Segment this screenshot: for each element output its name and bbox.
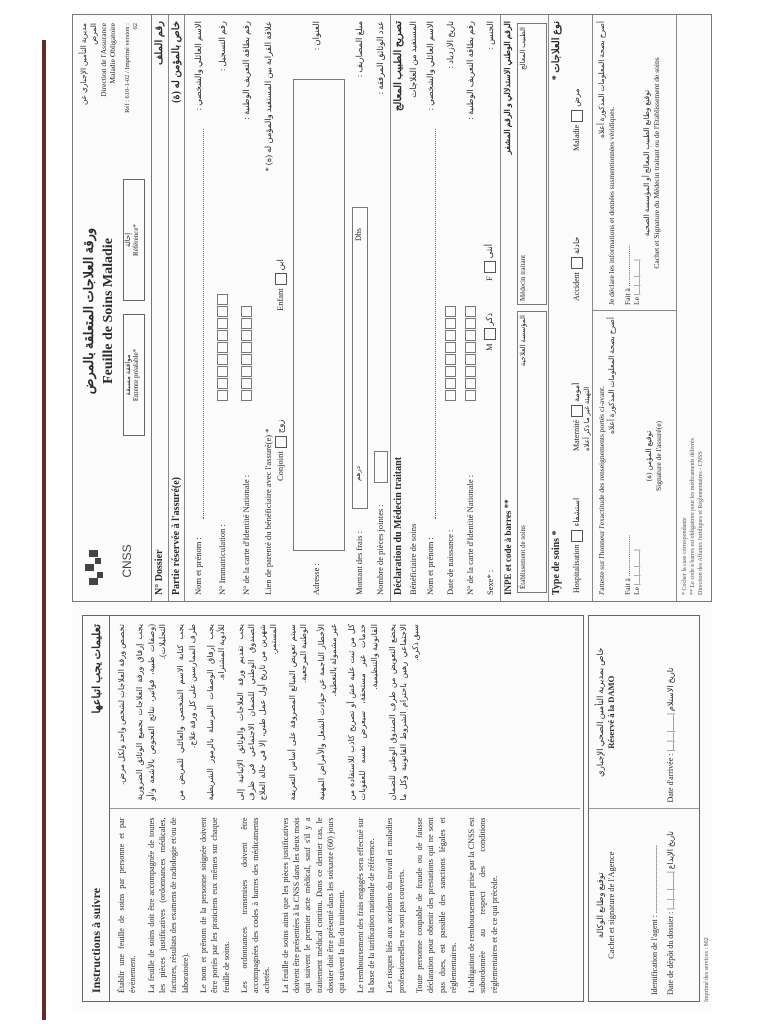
- etab-label-ar: المؤسسة العلاجية: [519, 315, 527, 367]
- inpe-label: INPE et code à barres **: [503, 499, 513, 595]
- instruction-fr: Établir une feuille de soins par personne et par événement.: [117, 817, 138, 993]
- sexe-f-label-ar: أنثى: [484, 243, 494, 259]
- enfant-label: Enfant: [275, 288, 285, 311]
- inpe-label-ar: الرقم الوطني الاستدلالي و الرقم المشفر: [503, 21, 512, 155]
- montant-label-ar: مبلغ المصاريف :: [354, 21, 364, 78]
- form-title-ar: ورقة العلاجات المتعلقة بالمرض: [81, 227, 96, 395]
- form-code: Réf : 610-1-02 / Imprimé version : 02: [124, 23, 140, 113]
- instruction-fr: Les ordonnances transmises doivent être accompagnées des codes à barres des médicaments achetés.: [239, 817, 272, 993]
- attest-ar: أصرح بصحة المعلومات المذكورة أعلاه: [606, 317, 616, 435]
- deposit-date-ar: تاريخ الإيداع: [666, 831, 676, 870]
- agency-stamp-ar: توقيع وطابع الوكالة: [595, 872, 605, 939]
- hospitalisation-checkbox[interactable]: [571, 530, 583, 542]
- beneficiaire-label: Bénéficiaire de soins: [408, 523, 418, 595]
- sexe-m-label-ar: ذكر: [484, 312, 494, 326]
- type-mat-ar: أمومة: [571, 382, 581, 402]
- beneficiaire-row: [407, 15, 421, 601]
- conjoint-checkbox[interactable]: [275, 436, 287, 448]
- instruction-ar: سيتم تعويض المبالغ المصروفة على أساس التعريفة الوطنية المرجعية.: [287, 624, 309, 801]
- type-hosp-fr: Hospitalisation: [571, 544, 581, 593]
- naissance-boxes[interactable]: [445, 305, 456, 401]
- cin-label-ar: رقم بطاقة التعريف الوطنية :: [241, 21, 251, 120]
- type-maladie[interactable]: [571, 88, 583, 151]
- cin2-label: N° de la carte d'Identité Nationale :: [465, 474, 475, 595]
- organization-block: [79, 23, 141, 118]
- maternite-checkbox[interactable]: [571, 405, 583, 417]
- immat-boxes[interactable]: [217, 293, 228, 401]
- instruction-fr: La feuille de soins doit être accompagnée de toutes les pièces justificatives (ordonnances médicales, factures, résultats des examens de radiologie et/ou de laboratoire).: [146, 817, 190, 993]
- dossier-row: [151, 15, 169, 601]
- cnss-logo-text: CNSS: [120, 544, 134, 578]
- lien-row: [259, 15, 289, 601]
- medecin-attestation: أصرح بصحة المعلومات المذكورة أعلاه Je déclare les informations et données susmentionnées véridiques. Fait à ...................... Le |__|__|____| توقيع وطابع الطبيب المعالج أو المؤسسة الصحية Cachet et Signature du Médecin traitant ou de l'Etablissement de soins: [597, 21, 661, 305]
- enfant-option[interactable]: [275, 259, 287, 311]
- accident-checkbox[interactable]: [571, 257, 583, 269]
- org-ar: مديرية التأمين الإجباري عن المرض: [79, 23, 98, 106]
- immat-row: [211, 15, 235, 601]
- type-mal-ar: مرض: [571, 88, 581, 107]
- footnotes: [681, 438, 705, 595]
- fait-a-label: Fait à: [622, 578, 632, 595]
- cin-label: N° de la carte d'Identité Nationale :: [241, 474, 251, 595]
- footnote: * Cocher la case correspondante: [682, 517, 688, 595]
- entente-ar: موافقة مسبقة: [124, 354, 132, 396]
- agent-id-label: Identification de l'agent :: [650, 915, 660, 995]
- adresse-input[interactable]: [293, 79, 345, 551]
- le-label: Le: [632, 587, 642, 595]
- pieces-label-ar: عدد الوثائق المرفقة :: [375, 21, 385, 95]
- instruction-fr: Le remboursement des frais engagés sera effectué sur la base de la tarification nationale de référence.: [355, 817, 376, 993]
- cin-boxes[interactable]: [241, 305, 252, 401]
- amo-fr: Réservé à la DAMO: [606, 675, 617, 749]
- dirhams-ar: درهم: [354, 466, 362, 481]
- beneficiaire-name-label: Nom et prénom :: [425, 537, 435, 595]
- declare-ar: أصرح بصحة المعلومات المذكورة أعلاه: [597, 21, 606, 139]
- attest-fr: J'atteste sur l'honneur l'exactitude des renseignements portés ci-avant.: [597, 386, 606, 595]
- attestation-row: [593, 15, 677, 601]
- reference-fr: Référence*: [132, 224, 141, 256]
- agency-box: [588, 615, 700, 1002]
- medecin-label: Médecin traitant: [519, 254, 527, 301]
- etab-label: Établissement de soins: [519, 525, 527, 589]
- instructions-title-fr: Instructions à suivre: [88, 887, 103, 993]
- type-soins-label-ar: نوع العلاجات *: [551, 21, 562, 81]
- instruction-fr: La feuille de soins ainsi que les pièces justificatives doivent être présentées à la CNSS dans les deux mois qui suivent le premier acte médical, sauf s'il y a traitement médical continu. Dans ce dernier cas, le dossier doit être présenté dans les soixante (60) jours qui suivent la fin du traitement.: [280, 817, 347, 993]
- instructions-pane: [72, 607, 712, 1012]
- agency-stamp-cell: توقيع وطابع الوكالة Cachet et signature de l'Agence Identification de l'agent : .................................. Date de dépôt du dossier : |__|__|____| تاريخ الإيداع: [589, 809, 699, 1002]
- le-med-label: Le: [632, 297, 642, 305]
- cin2-boxes[interactable]: [465, 305, 476, 401]
- type-soins-row: [549, 15, 593, 601]
- sexe-label-ar: الجنس :: [485, 21, 495, 50]
- enfant-label-ar: ابن: [275, 259, 285, 271]
- cin-row: [235, 15, 259, 601]
- immat-label-ar: رقم التسجيل :: [217, 21, 227, 72]
- medecin-box[interactable]: [517, 23, 547, 305]
- type-acc-ar: حادثة: [571, 236, 581, 255]
- naissance-row: [441, 15, 461, 601]
- instruction-fr: Les risques liés aux accidents du travail et maladies professionnelles ne sont pas couverts.: [385, 817, 406, 993]
- instructions-ar-column: [110, 616, 580, 809]
- entente-prealable-box[interactable]: [123, 314, 145, 436]
- dossier-label: N° Dossier: [154, 549, 165, 595]
- type-accident[interactable]: [571, 237, 583, 301]
- lien-label-ar: علاقة القرابة بين المستفيد والمؤمن له (ة) *: [263, 21, 273, 172]
- cachet-med-ar: توقيع وطابع الطبيب المعالج أو المؤسسة الصحية: [642, 89, 651, 237]
- sig-assure-fr: Signature de l'assuré(e): [653, 420, 663, 492]
- arrival-date-label: Date d'arrivée :: [666, 753, 676, 803]
- medecin-section-title: Déclaration du Médecin traitant: [393, 456, 404, 595]
- enfant-checkbox[interactable]: [275, 273, 287, 285]
- nom-prenom-label-ar: الاسم العائلي والشخصي :: [193, 21, 203, 111]
- beneficiaire-label-ar: المستفيد من العلاجات: [408, 21, 418, 98]
- conjoint-option[interactable]: [275, 420, 287, 481]
- pieces-input[interactable]: [374, 451, 388, 483]
- nom-prenom-input[interactable]: [203, 129, 204, 519]
- dossier-label-ar: رقم الملف: [154, 21, 165, 66]
- immat-label: N° Immatriculation :: [217, 524, 227, 595]
- nom-prenom-label: Nom et prénom :: [193, 537, 203, 595]
- assure-name-row: [185, 15, 211, 601]
- instruction-fr: Le nom et prénom de la personne soignée doivent être portés par les praticiens eux mêmes sur chaque feuille de soins.: [198, 817, 231, 993]
- instruction-ar: يخضع التعويض من طرف الصندوق الوطني للضمان الاجتماعي رهين باحترام الشروط القانونية وكل ما سبق ذكره.: [387, 624, 420, 801]
- type-mat-fr: Maternité: [571, 419, 581, 451]
- sexe-m-label: M: [484, 343, 494, 351]
- amo-ar: خاص بمديرية التأمين الصحي الإجباري: [595, 647, 605, 777]
- beneficiaire-name-row: [421, 15, 441, 601]
- accident-note-ar: التهيئة غير ما ذكر أعلاه: [583, 386, 591, 451]
- deposit-date-label: Date de dépôt du dossier :: [666, 911, 676, 995]
- footer-small-text: Imprimé des services : 802: [704, 937, 710, 1002]
- assure-section-title: Partie réservée à l'assuré(e): [171, 477, 182, 595]
- medecin-section-title-ar: تصريح الطبيب المعالج: [393, 21, 404, 112]
- sexe-f-label: F: [484, 276, 494, 281]
- fait-a-med-label: Fait à: [622, 288, 632, 305]
- sexe-m-option[interactable]: [484, 313, 496, 351]
- assure-attestation: J'atteste sur l'honneur l'exactitude des renseignements portés ci-avant. أصرح بصحة المعلومات المذكورة أعلاه Fait à ...................... Le |__|__|____| توقيع المؤمن (ة) Signature de l'assuré(e): [593, 310, 677, 601]
- dhs-label: Dhs: [354, 228, 363, 241]
- footnote: ** Le code à barres est obligatoire pour les médicaments délivrés: [690, 438, 697, 595]
- pieces-label: Nombre de pièces jointes :: [375, 504, 385, 595]
- instruction-ar: يجب إرفاق الوصفات المرسلة بالرموز الشريطية للأدوية المشتراة.: [205, 624, 227, 801]
- etab-box[interactable]: [517, 311, 547, 593]
- reference-ar: إحالة: [124, 232, 132, 248]
- type-maternite[interactable]: [571, 383, 583, 451]
- damo-cell: خاص بمديرية التأمين الصحي الإجباري Réservé à la DAMO Date d'arrivée : |__|__|____| تاريخ الاستلام: [589, 616, 699, 809]
- instructions-header: [83, 616, 110, 1001]
- assure-section-header: [169, 15, 185, 601]
- type-acc-fr: Accident: [571, 272, 581, 301]
- instructions-fr-column: [110, 809, 580, 1002]
- instructions-title-ar: تعليمات يجب اتباعها: [90, 624, 103, 714]
- naissance-label: Date de naissance :: [445, 529, 455, 595]
- medecin-section-header: [391, 15, 407, 601]
- reference-box[interactable]: [123, 179, 145, 301]
- form-header: [73, 15, 152, 601]
- instructions-box: [82, 615, 584, 1002]
- rotated-document-sheet: [72, 12, 712, 1012]
- cin2-row: [461, 15, 481, 601]
- sexe-m-checkbox[interactable]: [484, 328, 496, 340]
- instruction-ar: كل من ثبت عليه غش أو تصريح كاذب للاستفادة من خدمات غير مستحقة، سيعرض نفسه للعقوبات القانونية والتنظيمية.: [347, 624, 379, 801]
- cin2-label-ar: رقم بطاقة التعريف الوطنية :: [465, 21, 475, 120]
- bottom-line: Direction des Affaires Juridiques et Réglementaires - CNSS: [698, 451, 705, 595]
- instruction-ar: الأخطار الناجمة عن حوادث الشغل والأمراض المهنية غير مشمولة بالتغطية.: [317, 624, 338, 801]
- sexe-label: Sexe* :: [485, 569, 495, 595]
- entente-fr: Entente préalable*: [132, 348, 141, 402]
- sexe-f-checkbox[interactable]: [484, 261, 496, 273]
- adresse-label-ar: العنوان :: [311, 21, 321, 51]
- assure-section-title-ar: خاص بالمؤمن له (ة): [171, 21, 182, 103]
- instruction-fr: Toute personne coupable de fraude ou de fausse déclaration pour obtenir des prestations qui ne sont pas dues, est passible des sanctions légales et réglementaires.: [414, 817, 458, 993]
- sexe-row: [481, 15, 501, 601]
- type-mal-fr: Maladie: [571, 124, 581, 151]
- type-hosp-ar: استشفاء: [571, 497, 581, 527]
- cnss-logo: [83, 531, 141, 591]
- inpe-row: [501, 15, 549, 601]
- arrival-date-ar: تاريخ الاستلام: [666, 667, 676, 712]
- montant-row: [349, 15, 371, 601]
- pieces-row: [371, 15, 391, 601]
- conjoint-label-ar: زوج: [275, 419, 285, 434]
- instruction-ar: تخصص ورقة العلاجات لشخص واحد ولكل مرض.: [117, 624, 126, 785]
- conjoint-label: Conjoint: [275, 451, 285, 481]
- agency-stamp-fr: Cachet et signature de l'Agence: [606, 851, 617, 959]
- declare-fr: Je déclare les informations et données susmentionnées véridiques.: [606, 106, 616, 305]
- adresse-label: Adresse :: [311, 563, 321, 595]
- cachet-med-fr: Cachet et Signature du Médecin traitant ou de l'Etablissement de soins: [651, 57, 661, 269]
- medecin-label-ar: الطبيب المعالج: [519, 27, 527, 70]
- beneficiaire-name-label-ar: الاسم العائلي والشخصي :: [425, 21, 435, 111]
- form-title-fr: Feuille de Soins Maladie: [101, 238, 116, 384]
- type-soins-label: Type de soins *: [551, 530, 562, 595]
- montant-input[interactable]: [352, 207, 368, 509]
- instruction-fr: L'obligation de remboursement prise par la CNSS est subordonnée au respect des conditions réglementaires et de ce qui précède.: [467, 817, 499, 993]
- beneficiaire-name-input[interactable]: [435, 129, 436, 519]
- org-fr: Direction de l'Assurance Maladie Obligatoire: [98, 23, 118, 97]
- instruction-ar: يجب كتابة الاسم الشخصي والعائلي للمريض من طرف الممارسين على كل ورقة علاج.: [176, 624, 197, 801]
- page-edge-line: [42, 40, 46, 1020]
- instruction-ar: يجب إرفاق ورقة العلاجات بجميع الوثائق الضرورية (وصفات طبية، فواتير، نتائج الفحوص بالأشعة و/أو التحليلات).: [135, 624, 167, 801]
- instruction-ar: يجب تقديم ورقة العلاجات والوثائق الإثباتية إلى الصندوق الوطني للضمان الاجتماعي في ظرف شهرين من تاريخ أول عمل طبي، إلا في حالة العلاج المستمر.: [235, 624, 279, 801]
- sexe-f-option[interactable]: [484, 244, 496, 281]
- lien-label: Lien de parenté du bénéficiaire avec l'assuré(e) *: [263, 428, 273, 595]
- sig-assure-ar: توقيع المؤمن (ة): [644, 430, 653, 482]
- type-hospitalisation[interactable]: [571, 498, 583, 593]
- naissance-label-ar: تاريخ الازدياد :: [445, 21, 455, 69]
- montant-label: Montant des frais :: [354, 531, 364, 595]
- form-pane: [72, 14, 712, 602]
- adresse-row: [289, 15, 349, 601]
- maladie-checkbox[interactable]: [571, 110, 583, 122]
